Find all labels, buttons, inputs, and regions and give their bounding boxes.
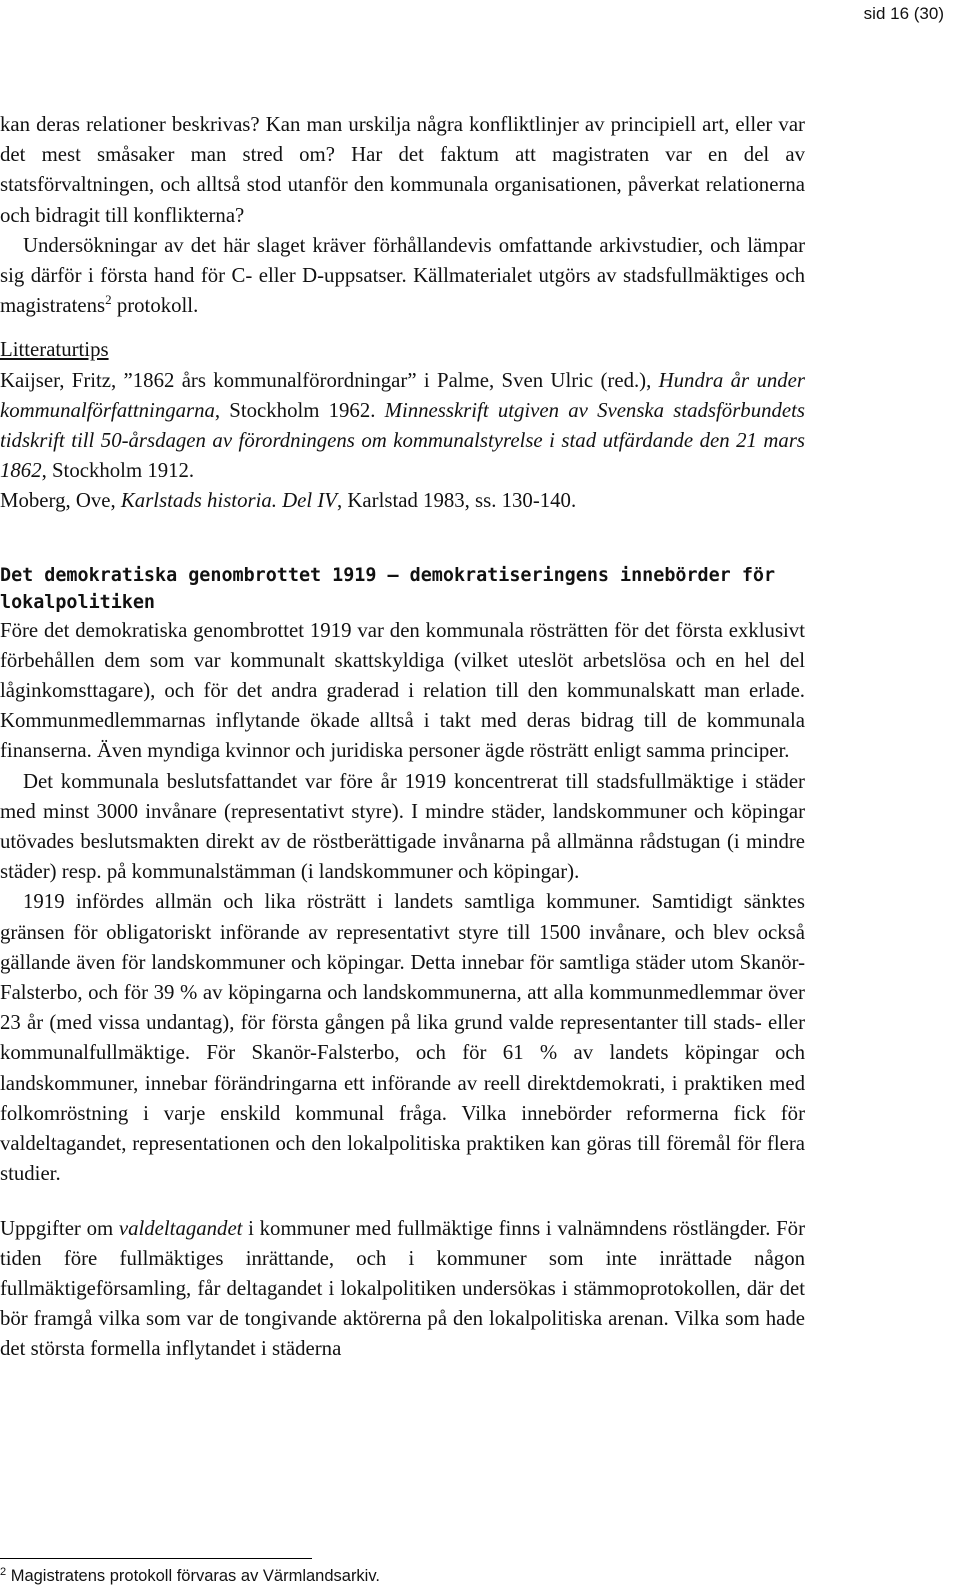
intro-paragraph-2-end: protokoll. [111,294,199,318]
footnote-number: 2 [0,1566,7,1578]
intro-paragraph-2-text: Undersökningar av det här slaget kräver förhållandevis omfattande arkivstudier, och lämpar sig därför i första hand för C- eller D-uppsatser. Källmaterialet utgörs av stadsfullmäktiges och magistratens [0,233,805,318]
footnote-divider [0,1558,312,1559]
intro-section [0,110,805,321]
section-paragraph-2: Det kommunala beslutsfattandet var före år 1919 koncentrerat till stadsfullmäktige i städer med minst 3000 invånare (representativt styre). I mindre städer, landskommuner och köpingar utövades beslutsmakten direkt av de röstberättigade invånarna på allmänna rådstugan (i mindre städer) resp. på kommunalstämman (i landskommuner och köpingar). [0,769,805,884]
ref-1-title: Hundra år under kommunalförfattningarna [0,368,805,422]
paragraph-4-rest: i kommuner med fullmäktige finns i valnämndens röstlängder. För tiden före fullmäktiges inrättande, och i kommuner som inte inrättade någon fullmäktigeförsamling, får deltagandet i lokalpolitiken undersökas i stämmoprotokollen, där det bör framgå vilka som var de tongivande aktörerna på den lokalpolitiska arenan. Vilka som hade det största formella inflytandet i städerna [0,1216,806,1361]
footnote-text: Magistratens protokoll förvaras av Värmlandsarkiv. [6,1567,380,1585]
section-paragraph-4 [0,1214,805,1365]
ref-2-title: Karlstads historia. Del IV [120,489,337,513]
ref-2-author: Moberg, Ove, [0,489,121,513]
ref-1-place-2: , Stockholm 1912. [41,459,195,483]
literature-heading: Litteraturtips [0,338,109,362]
intro-paragraph-1: kan deras relationer beskrivas? Kan man urskilja några konfliktlinjer av principiell art, eller var det mest småsaker man stred om? Har det faktum att magistraten var en del av statsförvaltningen, och alltså stod utanför den kommunala organisationen, påverkat relationerna och bidragit till konflikterna? [0,113,805,227]
paragraph-4-start: Uppgifter om [0,1216,119,1240]
footnote [0,1566,380,1586]
literature-ref-1 [0,366,805,487]
ref-1-author: Kaijser, Fritz, ”1862 års kommunalförordningar” i Palme, Sven Ulric (red.), [0,368,659,392]
literature-section [0,335,805,516]
section-heading: Det demokratiska genombrottet 1919 – demokratiseringens innebörder för lokalpolitiken [0,564,776,613]
ref-1-title-2: Minnesskrift utgiven av Svenska stadsförbundets tidskrift till 50-årsdagen av förordningens om kommunalstyrelse i stad utfärdande den 21 mars 1862 [0,398,805,483]
section-paragraph-3: 1919 infördes allmän och lika rösträtt i landets samtliga kommuner. Samtidigt sänktes gränsen för obligatoriskt införande av representativt styre till 1500 invånare, och blev också gällande även för landskommuner och köpingar. Detta innebar för samtliga städer utom Skanör-Falsterbo, och för 39 % av köpingarna och landskommunerna, att alla kommunmedlemmar över 23 år (med vissa undantag), för första gången på lika grund valde representanter till stads- eller kommunalfullmäktige. För Skanör-Falsterbo, och för 61 % av landets köpingar och landskommuner, innebar förändringarna ett införande av reell direktdemokrati, i praktiken med folkomröstning i varje enskild kommunal fråga. Vilka innebörder reformerna fick för valdeltagandet, representationen och den lokalpolitiska praktiken kan göras till föremål för flera studier. [0,890,805,1186]
paragraph-4-emphasis: valdeltagandet [118,1216,243,1240]
literature-ref-2 [0,486,805,516]
democratic-breakthrough-section [0,562,805,1365]
intro-paragraph-2 [0,231,805,322]
footnote-ref: 2 [105,292,112,308]
page-number: sid 16 (30) [863,4,944,23]
ref-1-place: , Stockholm 1962. [214,398,385,422]
section-paragraph-1: Före det demokratiska genombrottet 1919 var den kommunala rösträtten för det första exklusivt förbehållen dem som var kommunalt skattskyldiga (vilket uteslöt arbetslösa och en hel del låginkomsttagare), och för det andra graderad i relation till den kommunalskatt man erlade. Kommunmedlemmarnas inflytande ökade alltså i takt med deras bidrag till de kommunala finanserna. Även myndiga kvinnor och juridiska personer ägde rösträtt enligt samma principer. [0,618,805,763]
ref-2-place: , Karlstad 1983, ss. 130-140. [337,489,577,513]
page-body [0,110,805,1365]
